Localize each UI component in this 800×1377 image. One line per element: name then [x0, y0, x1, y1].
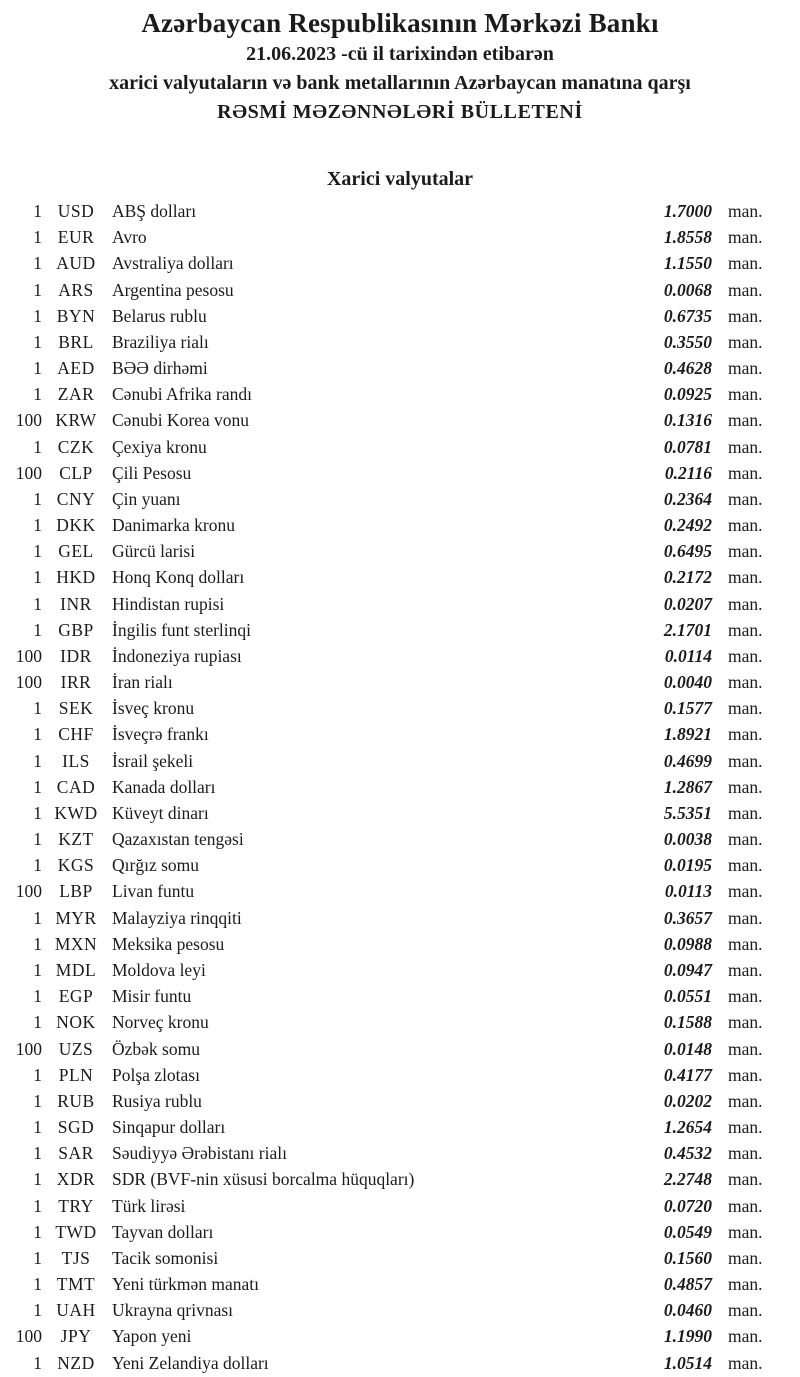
quantity-cell: 1	[33, 802, 42, 823]
currency-code-cell: TWD	[55, 1221, 97, 1242]
quantity-cell: 1	[33, 829, 42, 850]
unit-cell: man.	[728, 959, 763, 980]
rate-row	[0, 931, 800, 957]
rate-row	[0, 1350, 800, 1376]
rate-row	[0, 1297, 800, 1323]
currency-name-cell: Sinqapur dolları	[112, 1117, 226, 1138]
rate-row	[0, 1009, 800, 1035]
rate-value-cell: 0.0947	[663, 959, 712, 980]
rate-value-cell: 0.0068	[663, 279, 712, 300]
rate-value-cell: 0.0113	[664, 881, 712, 902]
currency-name-cell: Hindistan rupisi	[112, 593, 225, 614]
rate-row	[0, 826, 800, 852]
rate-row	[0, 905, 800, 931]
currency-code-cell: SEK	[58, 698, 94, 719]
currency-name-cell: Gürcü larisi	[112, 541, 196, 562]
quantity-cell: 1	[33, 436, 42, 457]
quantity-cell: 1	[33, 1090, 42, 1111]
unit-cell: man.	[728, 1169, 763, 1190]
rate-row	[0, 617, 800, 643]
unit-cell: man.	[728, 1326, 763, 1347]
currency-name-cell: İsrail şekeli	[112, 750, 194, 771]
quantity-cell: 1	[33, 1221, 42, 1242]
rate-row	[0, 1193, 800, 1219]
rate-value-cell: 0.0460	[663, 1300, 712, 1321]
effective-date-line: 21.06.2023 -cü il tarixindən etibarən	[246, 43, 554, 65]
quantity-cell: 100	[15, 410, 42, 431]
unit-cell: man.	[728, 541, 763, 562]
currency-code-cell: UZS	[58, 1038, 94, 1059]
rate-value-cell: 0.2364	[663, 488, 712, 509]
bank-title: Azərbaycan Respublikasının Mərkəzi Bankı	[141, 8, 659, 38]
rate-row	[0, 434, 800, 460]
rate-value-cell: 2.2748	[663, 1169, 712, 1190]
rate-row	[0, 669, 800, 695]
quantity-cell: 1	[33, 1274, 42, 1295]
currency-name-cell: Ukrayna qrivnası	[112, 1300, 234, 1321]
currency-code-cell: DKK	[56, 515, 96, 536]
unit-cell: man.	[728, 593, 763, 614]
quantity-cell: 1	[33, 541, 42, 562]
unit-cell: man.	[728, 1143, 763, 1164]
rate-row	[0, 1219, 800, 1245]
unit-cell: man.	[728, 462, 763, 483]
rate-row	[0, 721, 800, 747]
quantity-cell: 1	[33, 907, 42, 928]
currency-name-cell: İndoneziya rupiası	[112, 645, 242, 666]
rate-value-cell: 1.2654	[663, 1117, 712, 1138]
currency-name-cell: Norveç kronu	[112, 1012, 209, 1033]
quantity-cell: 1	[33, 253, 42, 274]
quantity-cell: 1	[33, 593, 42, 614]
rate-value-cell: 1.1550	[663, 253, 712, 274]
currency-name-cell: Çin yuanı	[112, 488, 181, 509]
quantity-cell: 1	[33, 986, 42, 1007]
currency-code-cell: UAH	[56, 1300, 96, 1321]
unit-cell: man.	[728, 645, 763, 666]
currency-code-cell: BRL	[58, 331, 94, 352]
rate-value-cell: 0.0549	[663, 1221, 712, 1242]
rate-row	[0, 538, 800, 564]
currency-code-cell: GEL	[58, 541, 94, 562]
quantity-cell: 100	[15, 462, 42, 483]
unit-cell: man.	[728, 1195, 763, 1216]
rates-table	[0, 198, 800, 1376]
currency-code-cell: CAD	[56, 776, 96, 797]
currency-name-cell: Tacik somonisi	[112, 1247, 219, 1268]
currency-name-cell: Rusiya rublu	[112, 1090, 202, 1111]
currency-code-cell: EUR	[57, 227, 95, 248]
currency-code-cell: MDL	[55, 959, 97, 980]
quantity-cell: 1	[33, 1064, 42, 1085]
currency-name-cell: Yeni Zelandiya dolları	[112, 1352, 269, 1373]
rate-value-cell: 1.2867	[663, 776, 712, 797]
currency-code-cell: HKD	[56, 567, 96, 588]
unit-cell: man.	[728, 1012, 763, 1033]
unit-cell: man.	[728, 358, 763, 379]
currency-name-cell: Moldova leyi	[112, 959, 206, 980]
quantity-cell: 1	[33, 279, 42, 300]
rate-value-cell: 0.0551	[663, 986, 712, 1007]
quantity-cell: 1	[33, 515, 42, 536]
rate-row	[0, 983, 800, 1009]
currency-code-cell: KWD	[54, 802, 98, 823]
currency-name-cell: Yeni türkmən manatı	[112, 1274, 259, 1295]
currency-name-cell: SDR (BVF-nin xüsusi borcalma hüquqları)	[112, 1169, 415, 1190]
scope-line: xarici valyutaların və bank metallarının Azərbaycan manatına qarşı	[109, 72, 691, 94]
rate-row	[0, 303, 800, 329]
quantity-cell: 1	[33, 331, 42, 352]
currency-code-cell: NZD	[57, 1352, 95, 1373]
currency-name-cell: İngilis funt sterlinqi	[112, 619, 252, 640]
quantity-cell: 1	[33, 488, 42, 509]
rate-row	[0, 748, 800, 774]
rate-row	[0, 512, 800, 538]
rate-value-cell: 0.3657	[663, 907, 712, 928]
currency-code-cell: ARS	[58, 279, 94, 300]
currency-code-cell: KRW	[55, 410, 97, 431]
quantity-cell: 1	[33, 227, 42, 248]
unit-cell: man.	[728, 776, 763, 797]
quantity-cell: 1	[33, 1143, 42, 1164]
currency-name-cell: Kanada dolları	[112, 776, 216, 797]
rate-value-cell: 0.1316	[663, 410, 712, 431]
rate-value-cell: 0.0040	[663, 672, 712, 693]
quantity-cell: 100	[15, 1326, 42, 1347]
quantity-cell: 1	[33, 855, 42, 876]
rate-value-cell: 0.1588	[663, 1012, 712, 1033]
quantity-cell: 1	[33, 619, 42, 640]
unit-cell: man.	[728, 672, 763, 693]
quantity-cell: 1	[33, 1300, 42, 1321]
quantity-cell: 1	[33, 358, 42, 379]
unit-cell: man.	[728, 1352, 763, 1373]
rate-row	[0, 1166, 800, 1192]
currency-code-cell: RUB	[57, 1090, 95, 1111]
currency-code-cell: XDR	[56, 1169, 96, 1190]
rate-value-cell: 0.1577	[663, 698, 712, 719]
bulletin-title: RƏSMİ MƏZƏNNƏLƏRİ BÜLLETENİ	[217, 101, 583, 123]
currency-name-cell: Özbək somu	[112, 1038, 200, 1059]
unit-cell: man.	[728, 1064, 763, 1085]
quantity-cell: 1	[33, 750, 42, 771]
unit-cell: man.	[728, 933, 763, 954]
rate-row	[0, 800, 800, 826]
quantity-cell: 1	[33, 1012, 42, 1033]
unit-cell: man.	[728, 802, 763, 823]
currency-name-cell: Danimarka kronu	[112, 515, 235, 536]
rate-value-cell: 1.8558	[663, 227, 712, 248]
currency-name-cell: ABŞ dolları	[112, 201, 197, 221]
unit-cell: man.	[728, 384, 763, 405]
unit-cell: man.	[728, 567, 763, 588]
currency-name-cell: Cənubi Korea vonu	[112, 410, 250, 431]
rate-value-cell: 0.2116	[664, 462, 712, 483]
rate-row	[0, 486, 800, 512]
quantity-cell: 1	[33, 1169, 42, 1190]
quantity-cell: 100	[15, 645, 42, 666]
quantity-cell: 1	[33, 1247, 42, 1268]
currency-name-cell: Belarus rublu	[112, 305, 207, 326]
unit-cell: man.	[728, 436, 763, 457]
currency-code-cell: PLN	[58, 1064, 94, 1085]
quantity-cell: 1	[33, 1195, 42, 1216]
rate-value-cell: 0.0202	[663, 1090, 712, 1111]
currency-name-cell: Tayvan dolları	[112, 1221, 214, 1242]
section-title-foreign-currencies: Xarici valyutalar	[326, 168, 474, 190]
rate-value-cell: 1.0514	[663, 1352, 712, 1373]
currency-code-cell: KZT	[58, 829, 94, 850]
unit-cell: man.	[728, 1221, 763, 1242]
currency-name-cell: Çexiya kronu	[112, 436, 207, 457]
rate-value-cell: 0.0148	[663, 1038, 712, 1059]
quantity-cell: 100	[15, 881, 42, 902]
rate-value-cell: 0.4857	[663, 1274, 712, 1295]
quantity-cell: 1	[33, 933, 42, 954]
rate-row	[0, 1271, 800, 1297]
unit-cell: man.	[728, 331, 763, 352]
currency-name-cell: Qırğız somu	[112, 855, 200, 876]
rate-row	[0, 852, 800, 878]
rate-value-cell: 0.0781	[663, 436, 712, 457]
currency-name-cell: İran rialı	[112, 672, 173, 693]
quantity-cell: 1	[33, 567, 42, 588]
currency-code-cell: TRY	[58, 1195, 94, 1216]
rate-value-cell: 0.0720	[663, 1195, 712, 1216]
currency-code-cell: EGP	[58, 986, 94, 1007]
unit-cell: man.	[728, 698, 763, 719]
rate-value-cell: 1.1990	[663, 1326, 712, 1347]
rate-value-cell: 0.4532	[663, 1143, 712, 1164]
rate-value-cell: 0.0988	[663, 933, 712, 954]
unit-cell: man.	[728, 515, 763, 536]
unit-cell: man.	[728, 750, 763, 771]
rate-row	[0, 1323, 800, 1349]
rate-row	[0, 695, 800, 721]
unit-cell: man.	[728, 1300, 763, 1321]
currency-code-cell: BYN	[56, 305, 96, 326]
rate-value-cell: 0.4628	[663, 358, 712, 379]
currency-name-cell: Malayziya rinqqiti	[112, 907, 242, 928]
unit-cell: man.	[728, 619, 763, 640]
currency-name-cell: Çili Pesosu	[112, 462, 192, 483]
currency-name-cell: Yapon yeni	[112, 1326, 192, 1347]
currency-code-cell: IRR	[60, 672, 92, 693]
rate-row	[0, 643, 800, 669]
currency-code-cell: ILS	[62, 750, 90, 771]
rate-value-cell: 0.6495	[663, 541, 712, 562]
rate-row	[0, 957, 800, 983]
currency-code-cell: CZK	[57, 436, 95, 457]
rate-value-cell: 0.0207	[663, 593, 712, 614]
currency-name-cell: Küveyt dinarı	[112, 802, 209, 823]
rate-row	[0, 564, 800, 590]
rate-row	[0, 329, 800, 355]
currency-name-cell: Livan funtu	[112, 881, 195, 902]
unit-cell: man.	[728, 907, 763, 928]
quantity-cell: 1	[33, 201, 42, 221]
rate-value-cell: 0.4177	[663, 1064, 712, 1085]
currency-code-cell: NOK	[56, 1012, 96, 1033]
rate-row	[0, 1114, 800, 1140]
rate-value-cell: 0.0195	[663, 855, 712, 876]
currency-code-cell: GBP	[58, 619, 94, 640]
rate-value-cell: 0.0114	[664, 645, 712, 666]
quantity-cell: 1	[33, 776, 42, 797]
rate-value-cell: 5.5351	[663, 802, 712, 823]
currency-code-cell: KGS	[57, 855, 95, 876]
rate-row	[0, 460, 800, 486]
currency-code-cell: INR	[60, 593, 92, 614]
currency-code-cell: AUD	[56, 253, 96, 274]
quantity-cell: 1	[33, 384, 42, 405]
rate-row	[0, 355, 800, 381]
rate-row	[0, 1088, 800, 1114]
currency-code-cell: IDR	[60, 645, 92, 666]
currency-name-cell: Avstraliya dolları	[112, 253, 234, 274]
unit-cell: man.	[728, 724, 763, 745]
currency-name-cell: Qazaxıstan tengəsi	[112, 829, 244, 850]
unit-cell: man.	[728, 305, 763, 326]
unit-cell: man.	[728, 986, 763, 1007]
unit-cell: man.	[728, 1038, 763, 1059]
unit-cell: man.	[728, 227, 763, 248]
rate-value-cell: 0.3550	[663, 331, 712, 352]
currency-name-cell: Honq Konq dolları	[112, 567, 245, 588]
rate-row	[0, 878, 800, 904]
unit-cell: man.	[728, 488, 763, 509]
currency-code-cell: TMT	[56, 1274, 96, 1295]
rate-value-cell: 1.7000	[663, 201, 712, 221]
currency-code-cell: SGD	[57, 1117, 95, 1138]
currency-name-cell: BƏƏ dirhəmi	[112, 358, 208, 379]
quantity-cell: 1	[33, 305, 42, 326]
unit-cell: man.	[728, 1274, 763, 1295]
currency-name-cell: Meksika pesosu	[112, 933, 225, 954]
rate-value-cell: 0.1560	[663, 1247, 712, 1268]
currency-code-cell: JPY	[60, 1326, 92, 1347]
currency-name-cell: İsveç kronu	[112, 698, 195, 719]
currency-code-cell: MYR	[55, 907, 97, 928]
rate-value-cell: 0.4699	[663, 750, 712, 771]
rate-row	[0, 1245, 800, 1271]
unit-cell: man.	[728, 410, 763, 431]
rate-value-cell: 2.1701	[663, 619, 712, 640]
rate-row	[0, 198, 800, 224]
currency-code-cell: TJS	[61, 1247, 91, 1268]
unit-cell: man.	[728, 201, 763, 221]
rate-row	[0, 250, 800, 276]
rate-row	[0, 1062, 800, 1088]
rate-row	[0, 277, 800, 303]
unit-cell: man.	[728, 829, 763, 850]
rate-row	[0, 1036, 800, 1062]
unit-cell: man.	[728, 253, 763, 274]
rate-row	[0, 1140, 800, 1166]
currency-name-cell: Argentina pesosu	[112, 279, 234, 300]
rate-row	[0, 774, 800, 800]
unit-cell: man.	[728, 1247, 763, 1268]
unit-cell: man.	[728, 1090, 763, 1111]
currency-code-cell: AED	[57, 358, 95, 379]
rate-value-cell: 1.8921	[663, 724, 712, 745]
rate-value-cell: 0.2492	[663, 515, 712, 536]
currency-code-cell: CHF	[58, 724, 94, 745]
quantity-cell: 1	[33, 724, 42, 745]
currency-code-cell: MXN	[54, 933, 98, 954]
unit-cell: man.	[728, 881, 763, 902]
unit-cell: man.	[728, 855, 763, 876]
currency-code-cell: SAR	[58, 1143, 94, 1164]
rate-row	[0, 591, 800, 617]
bulletin-header	[0, 0, 800, 127]
rate-value-cell: 0.0038	[663, 829, 712, 850]
rate-row	[0, 224, 800, 250]
unit-cell: man.	[728, 1117, 763, 1138]
currency-code-cell: CLP	[59, 462, 93, 483]
quantity-cell: 1	[33, 1117, 42, 1138]
currency-name-cell: Səudiyyə Ərəbistanı rialı	[112, 1143, 287, 1164]
currency-name-cell: Braziliya rialı	[112, 331, 209, 352]
quantity-cell: 1	[33, 1352, 42, 1373]
quantity-cell: 100	[15, 1038, 42, 1059]
currency-code-cell: LBP	[59, 881, 93, 902]
rate-value-cell: 0.6735	[663, 305, 712, 326]
quantity-cell: 100	[15, 672, 42, 693]
rate-row	[0, 381, 800, 407]
currency-code-cell: CNY	[56, 488, 96, 509]
currency-name-cell: İsveçrə frankı	[112, 724, 209, 745]
quantity-cell: 1	[33, 698, 42, 719]
rate-value-cell: 0.2172	[663, 567, 712, 588]
quantity-cell: 1	[33, 959, 42, 980]
rate-value-cell: 0.0925	[663, 384, 712, 405]
currency-name-cell: Cənubi Afrika randı	[112, 384, 252, 405]
currency-code-cell: USD	[57, 201, 95, 221]
currency-name-cell: Avro	[112, 227, 147, 248]
currency-name-cell: Misir funtu	[112, 986, 192, 1007]
unit-cell: man.	[728, 279, 763, 300]
currency-name-cell: Türk lirəsi	[112, 1195, 186, 1216]
currency-code-cell: ZAR	[57, 384, 95, 405]
rate-row	[0, 407, 800, 433]
currency-name-cell: Polşa zlotası	[112, 1064, 200, 1085]
